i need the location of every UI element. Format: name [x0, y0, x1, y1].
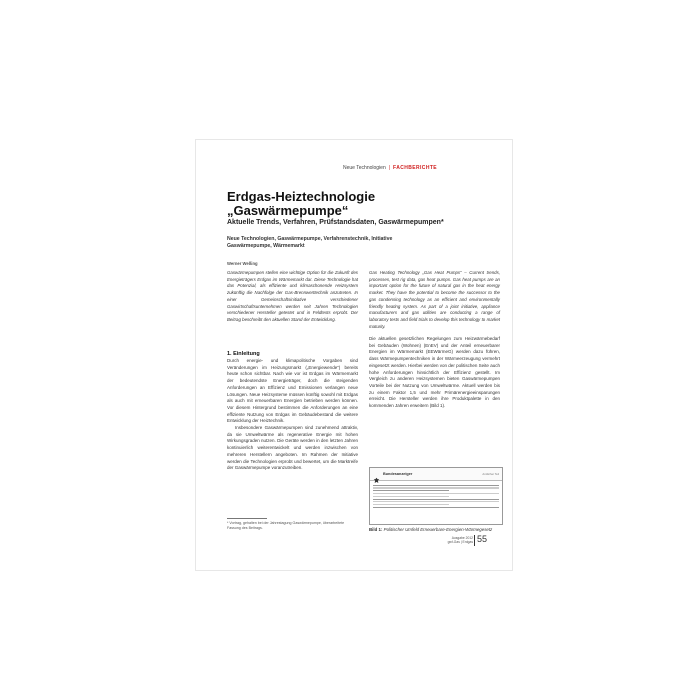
figure-text-line [373, 496, 449, 497]
page-number-divider [474, 535, 475, 546]
abstract-english: Gas Heating Technology „Gas Heat Pumps“ – Current trends, processes, test rig data, gas heat pumps. Gas heat pumps are an important option for the future of natural gas in the heat energy market. They have the potential to become the successor to the gas condensing technology as an efficient and environmentally friendly heating system. As part of a joint initiative, appliance manufacturers and gas utilities are conducting a range of laboratory tests and field trials to develop this technology to market maturity. [369, 270, 500, 329]
journal-issue: Ausgabe 2012 [451, 536, 473, 540]
figure-org-name: Bundesanzeiger [383, 472, 413, 476]
figure-text-line [373, 493, 499, 494]
section-heading: 1. Einleitung [227, 351, 260, 357]
article-title [227, 190, 507, 218]
footnote: * Vortrag, gehalten bei der Jahrestagung Gaswärmepumpe, überarbeitete Fassung des Beitrags. [227, 521, 345, 530]
page-number: 55 [477, 534, 488, 544]
figure-text-line [373, 485, 499, 486]
article-keywords: Neue Technologien, Gaswärmepumpe, Verfahrenstechnik, Initiative Gaswärmepumpe, Wärmemarkt [227, 236, 393, 249]
figure-body [370, 481, 502, 512]
body-paragraph: Die aktuellen gesetzlichen Regelungen zum Heizwärmebedarf bei Gebäuden (Wohnen) (EnEV) und der Anteil erneuerbarer Energien im Wärmemarkt (EEWärmeG) werden dazu führen, dass Wärmepumpentechniken in der Wärmeerzeugung vermehrt eingesetzt werden. Hierbei werden von der politischen Seite auch hohe Anforderungen hinsichtlich der Effizienz gestellt. Im Vergleich zu anderen Heizsystemen bieten Gaswärmepumpen Vorteile bei der Nutzung von Umweltwärme. Aktuell werden bis zu einem Faktor 1,5 und mehr Primärenergieeinsparungen erreicht. Die Hersteller werden ihre Produktpalette in den kommenden Jahren erweitern (Bild 1). [369, 336, 500, 409]
running-header-separator: | [388, 165, 391, 171]
figure-text-line [373, 490, 449, 491]
figure-caption [369, 527, 500, 533]
eagle-icon [373, 471, 380, 478]
article-subtitle: Aktuelle Trends, Verfahren, Prüfstandsdaten, Gaswärmepumpen* [227, 219, 444, 226]
figure-text-line [373, 507, 499, 508]
figure-text-line [373, 501, 499, 502]
figure-document [369, 467, 503, 525]
journal-info [420, 536, 473, 545]
article-author: Werner Weßing [227, 261, 258, 266]
figure-header [370, 468, 502, 481]
caption-text: Politischer Umfeld Erneuerbare-Energien-Wärmegesetz [383, 527, 493, 532]
body-column-right [369, 336, 500, 410]
figure-text-line [373, 499, 499, 500]
article-title-line1: Erdgas-Heiztechnologie [227, 189, 376, 204]
footnote-divider [227, 518, 267, 519]
abstract-german: Gaswärmepumpen stellen eine wichtige Option für die Zukunft des Energieträgers Erdgas im Wärmemarkt dar. Diese Technologie hat das Potenzial, als effiziente und klimaschonende Heizsystem zukünftig die Nachfolge der Gas-Brennwerttechnik anzutreten. In einer Gemeinschaftsinitiative verschiedener Gaswirtschaftsunternehmen werden seit Jahren Technologien verschiedener Hersteller getestet und in Feldtests erprobt. Der Beitrag beschreibt den aktuellen Stand der Entwicklung. [227, 270, 358, 322]
running-header [343, 165, 437, 171]
body-paragraph: Durch energie- und klimapolitische Vorgaben sind Veränderungen im Heizungsmarkt („Energiewende“) bereits heute schon sichtbar. Nach wie vor ist Erdgas im Wärmemarkt der bedeutendste Energieträger, doch die steigenden Anforderungen an Effizienz und Emissionen verlangen neue Lösungen. Neue Heizsysteme müssen künftig sowohl mit Erdgas als auch mit erneuerbaren Energien betrieben werden können. Vor diesem Hintergrund bestimmen die Anforderungen an eine effiziente Nutzung von Erdgas im Gebäudebestand die weitere Entwicklung der Heiztechnik. [227, 358, 358, 424]
running-header-section: Neue Technologien [343, 165, 386, 171]
caption-label: Bild 1: [369, 527, 383, 532]
figure-text-line [373, 487, 499, 488]
body-paragraph: Insbesondere Gaswärmepumpen sind zunehmend attraktiv, da sie Umweltwärme als regenerative Energie mit hohen Wirkungsgraden nutzen. Die Geräte werden in den letzten Jahren kontinuierlich weiterentwickelt und werden inzwischen von mehreren Herstellern angeboten. Im Rahmen der Initiative werden die Technologien erprobt und bewertet, um die Marktreife der Gaswärmepumpe voranzutreiben. [227, 425, 358, 471]
article-title-line2: „Gaswärmepumpe“ [227, 203, 349, 218]
figure-tag: Amtlicher Teil [482, 472, 499, 476]
journal-name: gwf-Gas | Erdgas [447, 540, 473, 545]
running-header-category: FACHBERICHTE [393, 165, 438, 171]
body-column-left [227, 358, 358, 472]
figure-text-line [373, 504, 449, 505]
